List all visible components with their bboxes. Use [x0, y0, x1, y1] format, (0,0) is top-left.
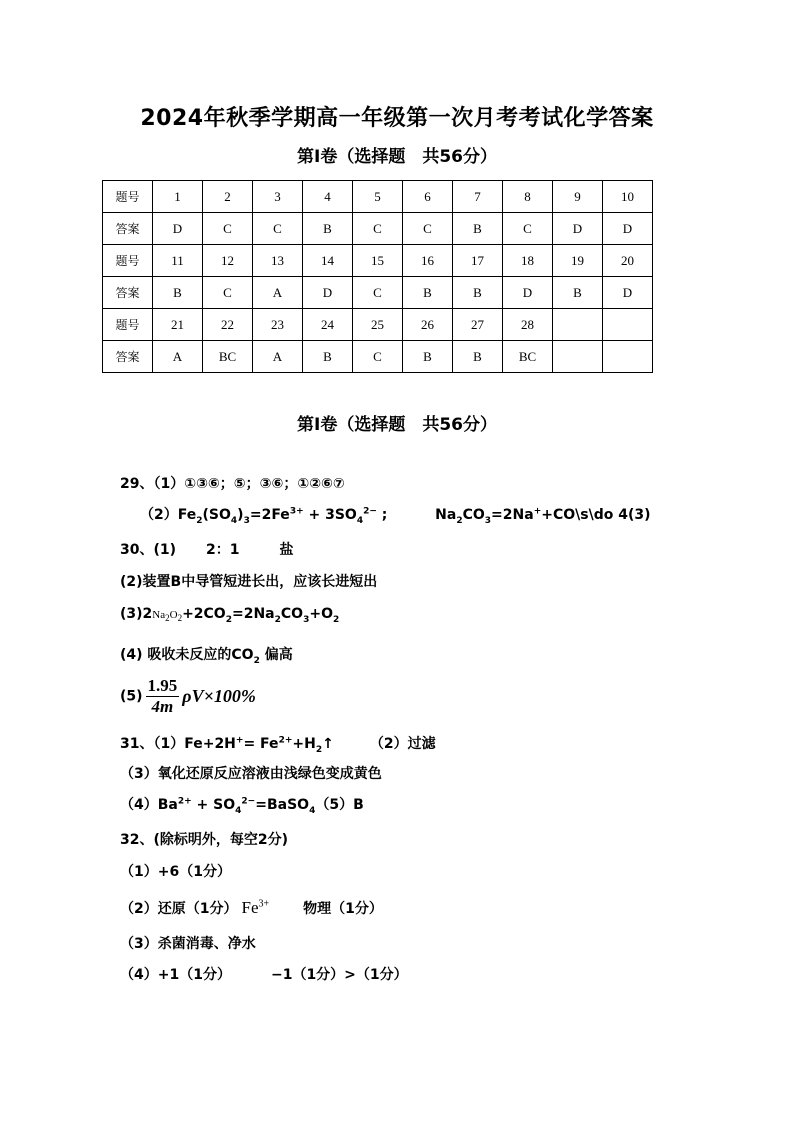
q30-line3: $(3)2Na_2O_2+2CO_2=2Na_2CO_3+O_2$ — [120, 606, 340, 625]
answer-cell — [603, 341, 653, 373]
q31-line3: $(4)Ba^{2+}$ + $SO_4^{2-}=BaSO_4(5)B$ — [120, 796, 364, 816]
question-number-cell: 13 — [253, 245, 303, 277]
answer-cell: B — [153, 277, 203, 309]
question-number-cell: 23 — [253, 309, 303, 341]
row-label: 题号 — [103, 245, 153, 277]
table-answer-row — [103, 213, 653, 245]
question-number-cell: 20 — [603, 245, 653, 277]
question-number-cell: 21 — [153, 309, 203, 341]
question-number-cell: 4 — [303, 181, 353, 213]
q30-line4: (4) 吸收未反应的$CO_2$ 偏高 — [120, 647, 293, 666]
section-heading-2: 第Ⅰ卷（选择题 共56分） — [297, 415, 497, 435]
q29-line1: 29、（1）①③⑥；⑤；③⑥；①②⑥⑦ — [120, 476, 345, 492]
question-number-cell: 26 — [403, 309, 453, 341]
fraction: $\frac{1.95}{4m}$ — [147, 676, 178, 716]
page-title: 2024年秋季学期高一年级第一次月考考试化学答案 — [140, 106, 654, 131]
answer-cell: BC — [503, 341, 553, 373]
question-number-cell: 3 — [253, 181, 303, 213]
table-number-row — [103, 309, 653, 341]
question-number-cell: 15 — [353, 245, 403, 277]
question-number-cell: 19 — [553, 245, 603, 277]
question-number-cell: 24 — [303, 309, 353, 341]
row-label: 答案 — [103, 277, 153, 309]
answer-table — [102, 180, 653, 373]
answer-cell: A — [153, 341, 203, 373]
answer-cell: D — [603, 277, 653, 309]
q32-line4: （3）杀菌消毒、净水 — [120, 936, 256, 952]
question-number-cell: 22 — [203, 309, 253, 341]
answer-cell: A — [253, 341, 303, 373]
q32-line1: 32、(除标明外，每空2分) — [120, 832, 289, 848]
row-label: 题号 — [103, 309, 153, 341]
answer-cell — [553, 341, 603, 373]
question-number-cell: 1 — [153, 181, 203, 213]
q31-line2: （3）氧化还原反应溶液由浅绿色变成黄色 — [120, 766, 382, 782]
question-number-cell — [553, 309, 603, 341]
answer-cell: D — [553, 213, 603, 245]
row-label: 答案 — [103, 341, 153, 373]
question-number-cell: 14 — [303, 245, 353, 277]
question-number-cell: 2 — [203, 181, 253, 213]
answer-cell: B — [403, 341, 453, 373]
question-number-cell: 11 — [153, 245, 203, 277]
question-number-cell: 25 — [353, 309, 403, 341]
question-number-cell: 10 — [603, 181, 653, 213]
question-number-cell: 17 — [453, 245, 503, 277]
answer-cell: C — [353, 341, 403, 373]
row-label: 题号 — [103, 181, 153, 213]
question-number-cell: 6 — [403, 181, 453, 213]
answer-cell: B — [303, 213, 353, 245]
answer-cell: B — [403, 277, 453, 309]
answer-cell: C — [203, 213, 253, 245]
answer-cell: C — [503, 213, 553, 245]
question-number-cell: 9 — [553, 181, 603, 213]
answer-cell: B — [453, 341, 503, 373]
answer-cell: B — [453, 277, 503, 309]
answer-cell: C — [253, 213, 303, 245]
table-number-row — [103, 181, 653, 213]
q30-line5: (5) $\frac{1.95}{4m}$ ρV×100% — [120, 676, 256, 716]
answer-cell: B — [453, 213, 503, 245]
answer-cell: D — [503, 277, 553, 309]
q32-line3: （2）还原（1分） $Fe^{3+}$ 物理（1分） — [120, 898, 383, 917]
q32-line2: （1）+6（1分） — [120, 864, 231, 880]
answer-cell: D — [153, 213, 203, 245]
q29-line2: $(2)Fe_2(SO_4)_3=2Fe^{3+} + 3SO_4^{2-}$ ; $Na_2CO_3=2Na^++CO\backslash s\backslash do$ 4(3) — [140, 506, 651, 526]
section-heading-1: 第Ⅰ卷（选择题 共56分） — [297, 147, 497, 167]
question-number-cell: 7 — [453, 181, 503, 213]
table-number-row — [103, 245, 653, 277]
q30-line1: 30、(1) 2：1 盐 — [120, 542, 294, 558]
row-label: 答案 — [103, 213, 153, 245]
q31-line1: 31、$(1)Fe+2H^+= Fe^{2+}+H_2↑$ （2）过滤 — [120, 735, 436, 755]
answer-cell: D — [303, 277, 353, 309]
question-number-cell — [603, 309, 653, 341]
answer-cell: C — [353, 277, 403, 309]
question-number-cell: 5 — [353, 181, 403, 213]
question-number-cell: 16 — [403, 245, 453, 277]
question-number-cell: 27 — [453, 309, 503, 341]
table-answer-row — [103, 341, 653, 373]
question-number-cell: 8 — [503, 181, 553, 213]
answer-cell: B — [303, 341, 353, 373]
answer-cell: D — [603, 213, 653, 245]
question-number-cell: 12 — [203, 245, 253, 277]
question-number-cell: 18 — [503, 245, 553, 277]
answer-cell: C — [203, 277, 253, 309]
up-arrow-icon: ↑ — [322, 736, 334, 752]
answer-cell: B — [553, 277, 603, 309]
answer-cell: C — [403, 213, 453, 245]
answer-cell: C — [353, 213, 403, 245]
q32-line5: （4）+1（1分） −1（1分）>（1分） — [120, 967, 408, 983]
answer-cell: BC — [203, 341, 253, 373]
table-answer-row — [103, 277, 653, 309]
q30-line2: (2)装置B中导管短进长出，应该长进短出 — [120, 574, 378, 590]
question-number-cell: 28 — [503, 309, 553, 341]
answer-cell: A — [253, 277, 303, 309]
